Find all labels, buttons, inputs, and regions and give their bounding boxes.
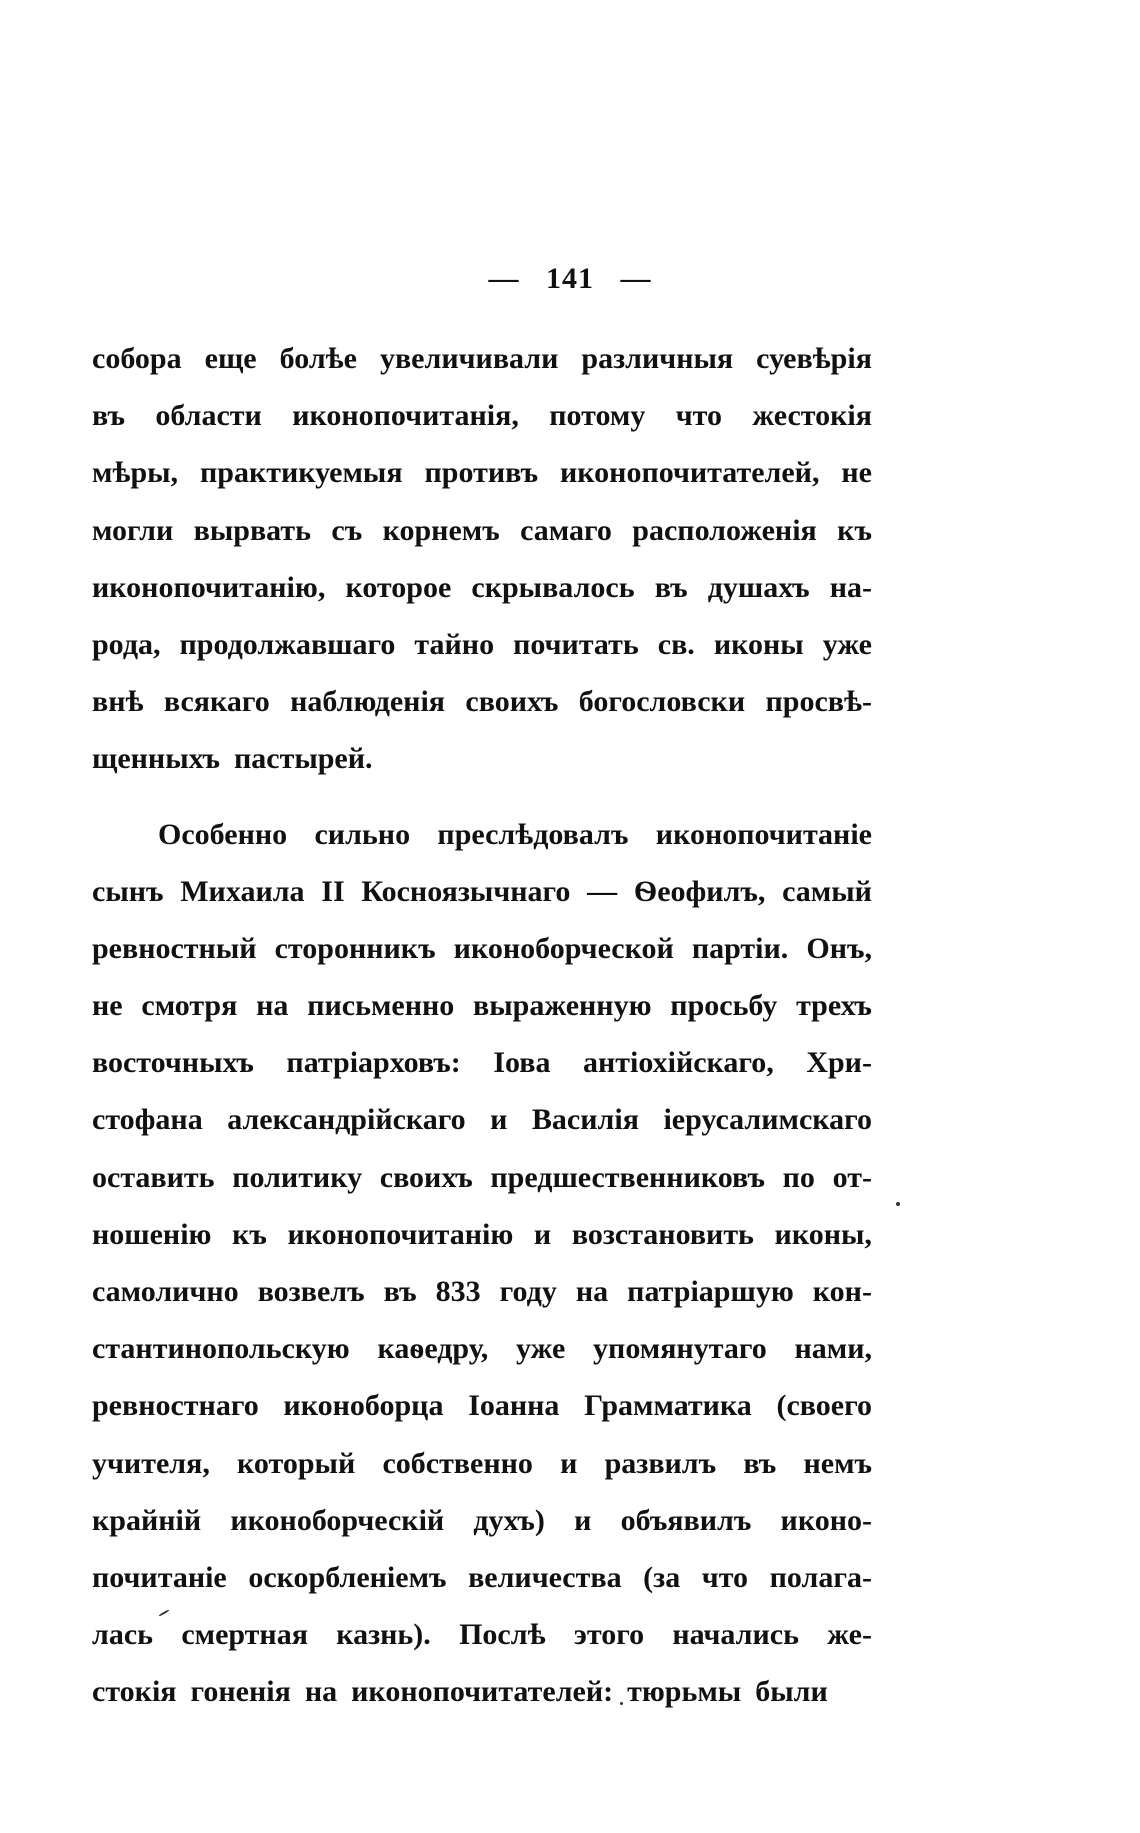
- text-line: ношенію къ иконопочитанію и возстановить иконы,: [92, 1217, 872, 1251]
- text-line: иконопочитанію, которое скрывалось въ душахъ на-: [92, 570, 872, 604]
- text-line: почитаніе оскорбленіемъ величества (за что полага-: [92, 1560, 872, 1594]
- text-line: въ области иконопочитанія, потому что жестокія: [92, 399, 872, 433]
- header-dash-left: —: [488, 262, 520, 295]
- text-line: стокія гоненія на иконопочитателей: тюрьмы были: [92, 1675, 828, 1709]
- text-line: могли вырвать съ корнемъ самаго расположенія къ: [92, 513, 872, 547]
- text-line: лась смертная казнь). Послѣ этого начались же-: [92, 1618, 872, 1652]
- text-line: мѣры, практикуемыя противъ иконопочитателей, не: [92, 456, 872, 490]
- header-dash-right: —: [620, 262, 652, 295]
- paragraph-2: [92, 806, 872, 1721]
- body-text: [92, 330, 872, 1721]
- text-line: восточныхъ патріарховъ: Іова антіохійскаго, Хри-: [92, 1046, 872, 1080]
- text-line: сынъ Михаила II Косноязычнаго — Ѳеофилъ, самый: [92, 874, 872, 908]
- text-line: крайній иконоборческій духъ) и объявилъ иконо-: [92, 1503, 872, 1537]
- scan-speck: [896, 1202, 900, 1206]
- text-line: не смотря на письменно выраженную просьбу трехъ: [92, 989, 872, 1023]
- text-line: стантинопольскую каѳедру, уже упомянутаго нами,: [92, 1332, 872, 1366]
- text-line: рода, продолжавшаго тайно почитать св. иконы уже: [92, 627, 872, 661]
- text-line: учителя, который собственно и развилъ въ немъ: [92, 1446, 872, 1480]
- paragraph-1: [92, 330, 872, 788]
- scan-speck: [620, 1702, 623, 1705]
- paragraph-gap: [92, 788, 872, 806]
- page-number: 141: [546, 262, 594, 295]
- text-line: внѣ всякаго наблюденія своихъ богословски просвѣ-: [92, 685, 872, 719]
- text-line: ревностнаго иконоборца Іоанна Грамматика (своего: [92, 1389, 872, 1423]
- text-line: оставить политику своихъ предшественниковъ по от-: [92, 1160, 872, 1194]
- text-line: самолично возвелъ въ 833 году на патріаршую кон-: [92, 1275, 872, 1308]
- text-line: собора еще болѣе увеличивали различныя суевѣрія: [92, 342, 872, 375]
- text-line: Особенно сильно преслѣдовалъ иконопочитаніе: [158, 817, 872, 851]
- page-header: [0, 262, 1140, 296]
- text-line: щенныхъ пастырей.: [92, 742, 373, 776]
- text-line: стофана александрійскаго и Василія іерусалимскаго: [92, 1103, 872, 1137]
- text-line: ревностный сторонникъ иконоборческой партіи. Онъ,: [92, 931, 872, 965]
